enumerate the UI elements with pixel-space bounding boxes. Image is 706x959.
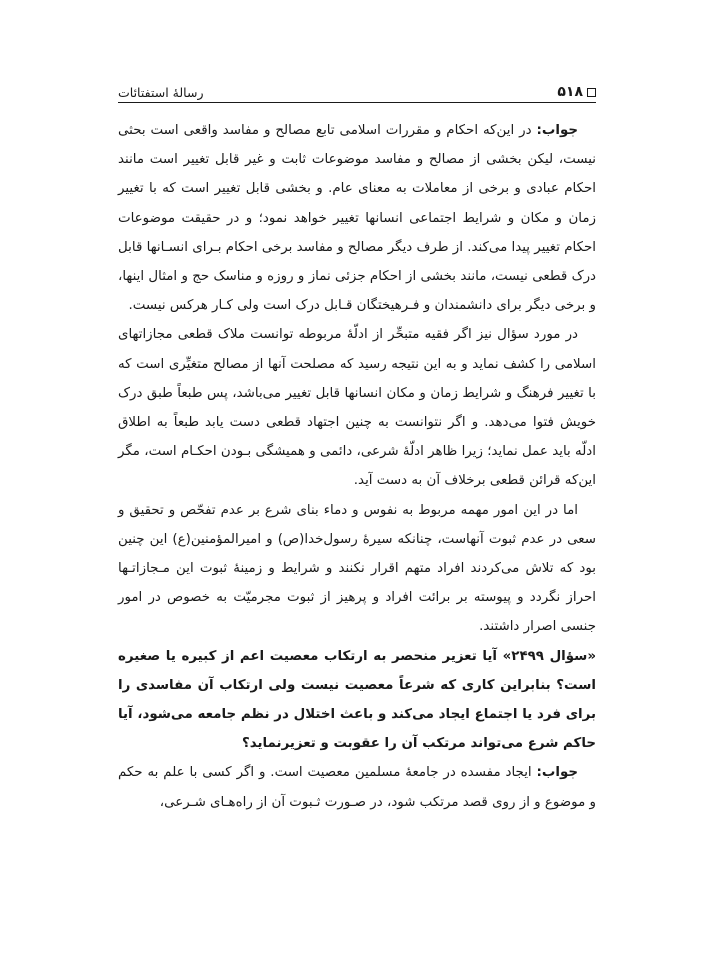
answer-paragraph-2 — [118, 758, 596, 816]
paragraph-3: اما در این امور مهمه مربوط به نفوس و دماء بنای شرع بر عدم تفحّص و تحقیق و سعی در عدم ثبوت آنهاست، چنانکه سیرهٔ رسول‌خدا(ص) و امیرالمؤمنین(ع) این چنین بود که تلاش می‌کردند افراد متهم اقرار نکنند و شرایط و زمینهٔ ثبوت این مـجازاتـها احراز نگردد و پیوسته بر برائت افراد و پرهیز از ثبوت مجرمیّت به خصوص در امور جنسی اصرار داشتند. — [118, 502, 596, 635]
question-2499: «سؤال ۲۴۹۹» آیا تعزیر منحصر به ارتکاب معصیت اعم از کبیره یا صغیره است؟ بنابراین کاری که شرعاً معصیت نیست ولی ارتکاب آن مفاسدی را برای فرد یا اجتماع ایجاد می‌کند و باعث اختلال در نظم جامعه می‌شود، آیا حاکم شرع می‌تواند مرتکب آن را عقوبت و تعزیرنماید؟ — [118, 648, 596, 752]
answer-text: در این‌که احکام و مقررات اسلامی تابع مصالح و مفاسد واقعی است بحثی نیست، لیکن بخشی از مصالح و مفاسد موضوعات ثابت و غیر قابل تغییر است مانند احکام عبادی و برخی از معاملات به معنای عام. و بخشی قابل تغییر است که با تغییر زمان و مکان و شرایط اجتماعی انسانها تغییر خواهد نمود؛ و در حقیقت موضوعات احکام تغییر پیدا می‌کند. از طرف دیگر مصالح و مفاسد برخی احکام بـرای انسـانها قابل درک قطعی نیست، مانند بخشی از احکام جزئی نماز و روزه و مناسک حج و امثال اینها، و برخی دیگر برای دانشمندان و فـرهیختگان قـابل درک است ولی کـار هرکس نیست. — [118, 123, 596, 314]
answer-paragraph-1 — [118, 116, 596, 320]
answer-label: جواب: — [536, 123, 578, 138]
paragraph-2: در مورد سؤال نیز اگر فقیه متبحِّر از ادلّهٔ مربوطه توانست ملاک قطعی مجازاتهای اسلامی را کشف نماید و به این نتیجه رسید که مصلحت آنها از مصالح متغیِّری است که با تغییر فرهنگ و شرایط زمان و مکان انسانها قابل تغییر می‌باشد، پس طبعاً طبق درک خویش فتوا می‌دهد. و اگر نتوانست به چنین اجتهاد قطعی دست یابد طبعاً به اطلاق ادلّه باید عمل نماید؛ زیرا ظاهر ادلّهٔ شرعی، دائمی و همیشگی بـودن احکـام است، مگر این‌که قرائن قطعی برخلاف آن به دست آید. — [118, 327, 596, 489]
page-body — [118, 116, 596, 817]
running-head — [118, 78, 596, 100]
square-bullet-icon — [587, 88, 596, 97]
answer-label: جواب: — [536, 765, 578, 781]
book-title: رسالهٔ استفتائات — [118, 85, 204, 100]
header-divider — [118, 102, 596, 103]
page-number-block — [557, 84, 596, 100]
page-number: ۵۱۸ — [557, 84, 583, 100]
answer-text: ایجاد مفسده در جامعهٔ مسلمین معصیت است. و اگر کسی با علم به حکم و موضوع و از روی قصد مرتکب شود، در صـورت ثـبوت آن از راه‌هـای شـرعی، — [118, 765, 596, 810]
